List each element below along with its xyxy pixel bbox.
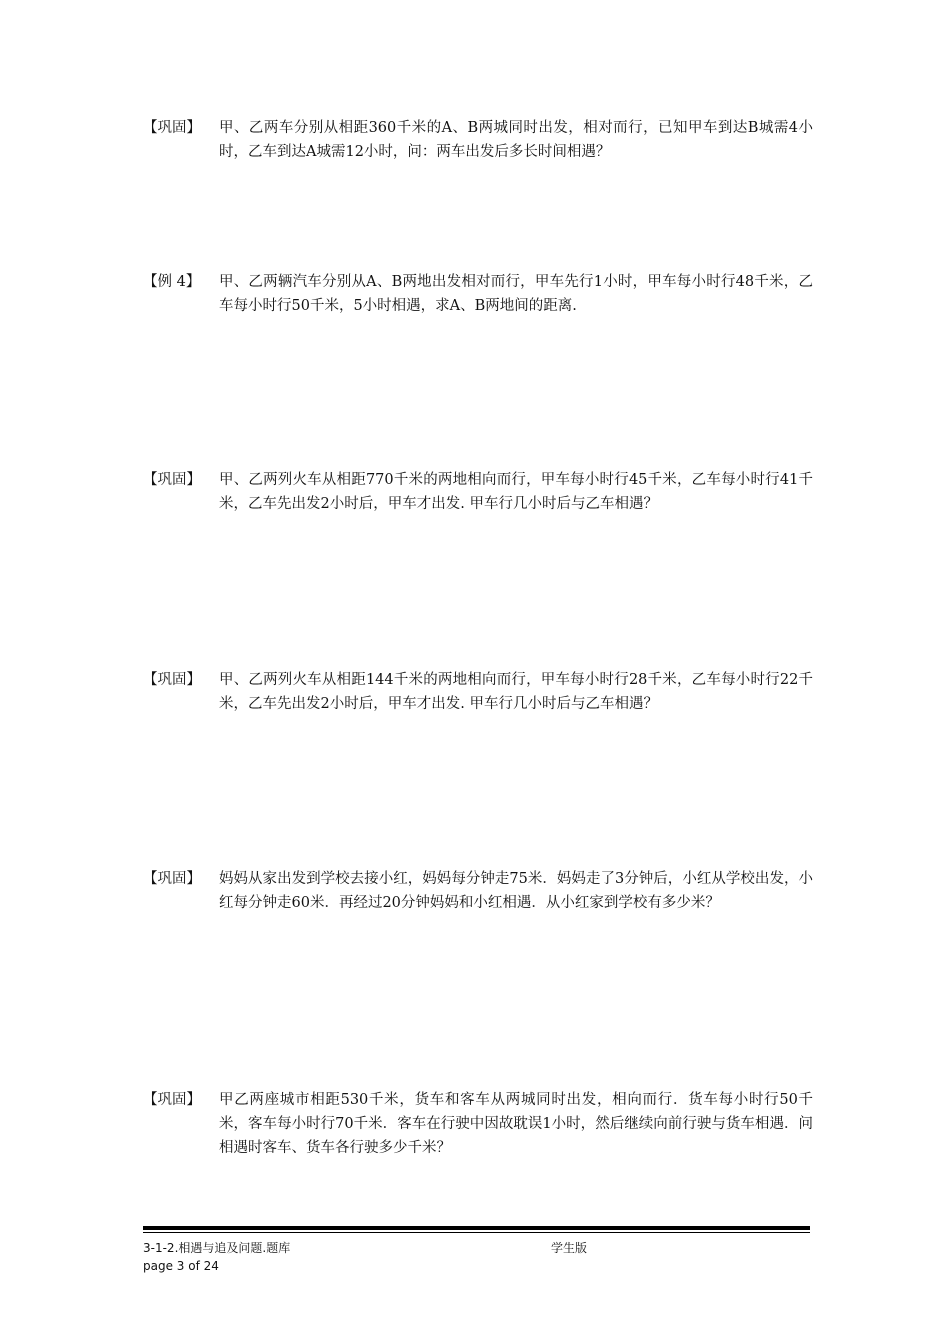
footer-document-title: 3-1-2.相遇与追及问题.题库 [143, 1241, 291, 1255]
problem-text: 妈妈从家出发到学校去接小红，妈妈每分钟走75米．妈妈走了3分钟后，小红从学校出发，小红每分钟走60米．再经过20分钟妈妈和小红相遇．从小红家到学校有多少米？ [219, 871, 813, 911]
footer-page-number: page 3 of 24 [143, 1259, 219, 1273]
problem-tag: 【巩固】 [143, 871, 201, 887]
problem-5 [143, 867, 813, 915]
problem-1 [143, 116, 813, 164]
problem-4 [143, 668, 813, 716]
problem-tag: 【巩固】 [143, 120, 201, 136]
problem-6 [143, 1088, 813, 1160]
problem-3 [143, 468, 813, 516]
problem-text: 甲、乙两车分别从相距360千米的A、B两城同时出发，相对而行，已知甲车到达B城需4小时，乙车到达A城需12小时，问：两车出发后多长时间相遇？ [219, 120, 813, 160]
problem-text: 甲、乙两列火车从相距770千米的两地相向而行，甲车每小时行45千米，乙车每小时行41千米，乙车先出发2小时后，甲车才出发. 甲车行几小时后与乙车相遇？ [219, 472, 813, 512]
problem-text: 甲乙两座城市相距530千米，货车和客车从两城同时出发，相向而行．货车每小时行50千米，客车每小时行70千米．客车在行驶中因故耽误1小时，然后继续向前行驶与货车相遇．问相遇时客车、货车各行驶多少千米？ [219, 1092, 813, 1156]
footer-edition: 学生版 [551, 1241, 588, 1255]
problem-text: 甲、乙两列火车从相距144千米的两地相向而行，甲车每小时行28千米，乙车每小时行22千米，乙车先出发2小时后，甲车才出发. 甲车行几小时后与乙车相遇？ [219, 672, 813, 712]
problem-tag: 【巩固】 [143, 1092, 201, 1108]
footer-rule-thick [143, 1226, 810, 1230]
problem-tag: 【巩固】 [143, 472, 201, 488]
problem-tag: 【例 4】 [143, 274, 201, 290]
problem-text: 甲、乙两辆汽车分别从A、B两地出发相对而行，甲车先行1小时，甲车每小时行48千米，乙车每小时行50千米，5小时相遇，求A、B两地间的距离. [219, 274, 813, 314]
problem-example-4 [143, 270, 813, 318]
problem-tag: 【巩固】 [143, 672, 201, 688]
footer-rule-thin [143, 1232, 810, 1233]
